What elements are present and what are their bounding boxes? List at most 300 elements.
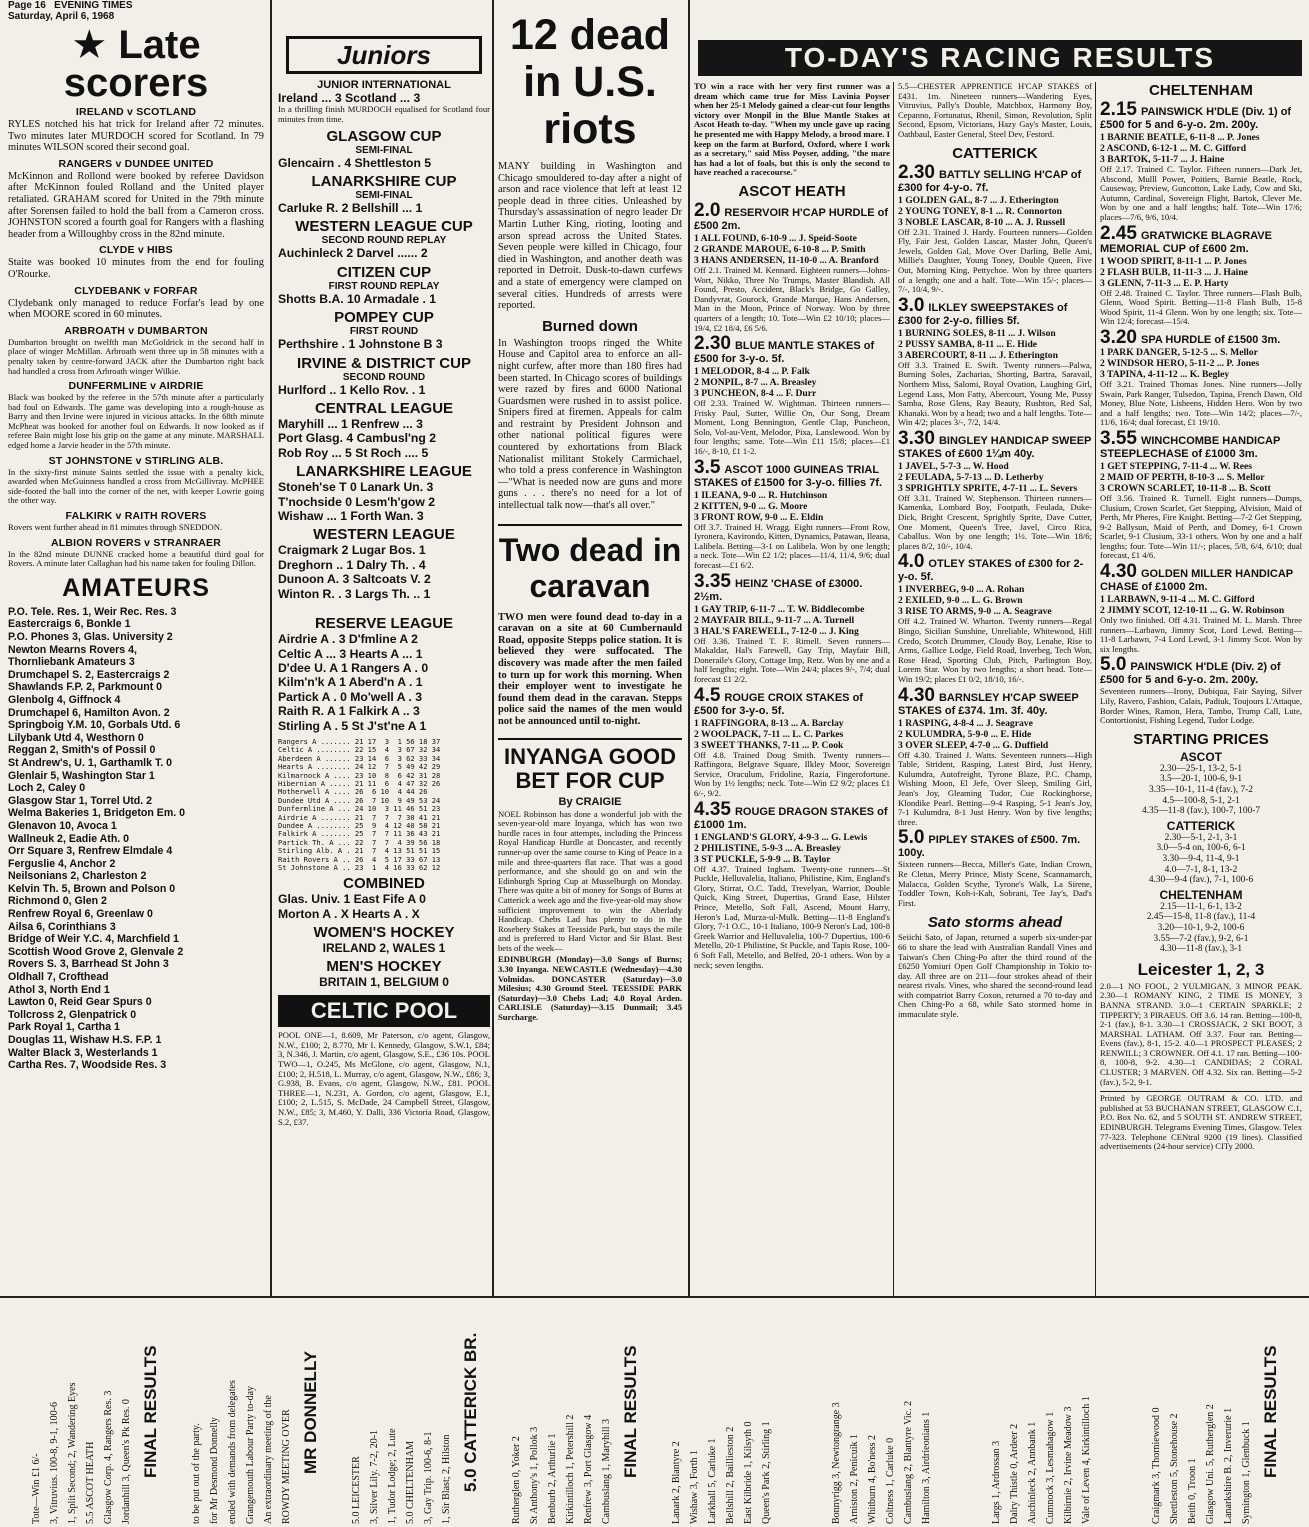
race-details: Off 3.21. Trained Thomas Jones. Nine runners—Jolly Swain, Park Ranger, Tulsedon, Tapina, French Dawn, Old Money, Blue Note, Lisheens, Hidden Hero. Won by two and a half lengths; two. Tote—Win 14/2; places—7/-, 11/6, 16/4; dual forecast, £1 19/10. — [1100, 378, 1302, 428]
mens-hockey-heading: MEN'S HOCKEY — [326, 958, 442, 976]
race-details: Off 3.36. Trained T. F. Rimell. Seven runners—Makaldar, Hal's Farewell, Gay Trip, Mayfair Bill, Doneraile's Glory, Cottage Imp, Retz. Won by one and a half lengths; eight. Tote—Win 24/4; places 9/-, 7/4; dual forecast £1 2/2. — [694, 635, 890, 684]
amateur-result: Thornliebank Amateurs 3 — [8, 656, 135, 669]
cup-result: Auchinleck 2 Darvel ...... 2 — [278, 246, 428, 261]
race-placing: 3 SPRIGHTLY SPRITE, 4-7-11 ... L. Severs — [898, 482, 1078, 494]
race-name: BLUE MANTLE STAKES of £500 for 3-y-o. 5f. — [694, 340, 875, 366]
chester-race: 5.5—CHESTER APPRENTICE H'CAP STAKES of £431. 1m. Nineteen runners—Wandering Eyes, Vitruvius, Pally's Double, Matchbox, Harmony Boy, Cepanno, Fortunatus, Rhenil, Simon, Revolution, Split Second, Epsom, Victorians, Hazy Gay's Master, Louis, Oathbaul, Easter General, Steel Dev, Festord. — [898, 82, 1092, 139]
starting-price: 4.35—11-8 (fav.), 100-7, 100-7 — [1141, 806, 1261, 817]
table-row: Dunfermline A ... 24 10 3 11 46 51 23 — [278, 804, 441, 814]
race-placing: 2 KULUMDRA, 5-9-0 ... E. Hide — [898, 728, 1032, 740]
caravan-headline: Two dead in caravan — [498, 524, 682, 604]
race-placing: 3 BARTOK, 5-11-7 ... J. Haine — [1100, 154, 1225, 165]
race-heading — [898, 551, 1092, 584]
race-time: 5.0 — [1100, 654, 1127, 676]
race-placing: 2 PUSSY SAMBA, 8-11 ... E. Hide — [898, 338, 1038, 350]
race-details: Off 4.30. Trained J. Watts. Seventeen runners—High Table, Strident, Rasping, Latest Bird, Just Henry, Kulumdra, Autofreight, Tyrone Blaze, P.C. Champ, Wishing Moon, El Jefe, Over Sleep, Smiling Girl, Jean's Joy, Gleaming Tudor, Cue Rockinghorse, Klondike Pearl. Betting—9-4 Rasping, 5-1 Jean's Joy, 7-1 Kulumdra, 8-1 Just Henry. Won by five lengths; three. — [898, 749, 1092, 827]
race-name: ILKLEY SWEEPSTAKES of £300 for 2-y-o. fillies 5f. — [898, 301, 1068, 327]
race-details: Off 2.1. Trained M. Kennard. Eighteen runners—Johns-Wort, Nikko, Three No Trumps, Master Blandish. All Found, Presto, Accident, Black's Bridge, Go Galley, Dandyvrat, Gourock, Grande Marque, Hans Andersen, Man in the Moon, Prince of Norway. Won by three quarters of a length; 10. Tote—Win £2 10/10; places—19/4, £2 18/4, £6 5/6. — [694, 264, 890, 333]
combined-result: Morton A . X Hearts A . X — [278, 906, 420, 921]
match-heading: CLYDE v HIBS — [99, 244, 173, 257]
stop-press-line: ended with demands from delegates — [227, 1380, 238, 1524]
stop-press-line: ROWDY MEETING OVER — [281, 1409, 292, 1524]
stop-press-line: Lanark 2, Blantyre 2 — [671, 1441, 682, 1524]
race-name: BARNSLEY H'CAP SWEEP STAKES of £374. 1m. 3f. 40y. — [898, 691, 1079, 717]
race-placing: 2 WOOLPACK, 7-11 ... L. C. Parkes — [694, 728, 844, 740]
race-time: 3.0 — [898, 294, 925, 316]
catterick-races — [898, 161, 1092, 909]
cheltenham-races — [1100, 99, 1302, 726]
race-time: 2.0 — [694, 199, 721, 221]
inyanga-best-bets: EDINBURGH (Monday)—3.0 Songs of Burns; 3.30 Inyanga. NEWCASTLE (Wednesday)—4.30 Volmidas. DONCASTER (Saturday)—3.0 Milesius; 4.30 Ground Steel. TEESSIDE PARK (Saturday)—3.0 Chebs Lad; 4.0 Royal Arden. CARLISLE (Saturday)—3.15 Dunmail; 3.45 Surcharge. — [498, 954, 682, 1023]
race-details: Off 2.33. Trained W. Wightman. Thirteen runners—Frisky Paul, Sutter, Willie On, Our Song, Dream Moment, Long Bennington, Gentle Clap, Puncheon, Solo, Vol-au-Vent, Melodor, Pixa, Lanslewood. Won by four lengths; same. Tote—Win £11 15/8; places—£1 16/-, 8-10, £1 1-2. — [694, 398, 890, 457]
race-placing: 2 WINDSOR HERO, 5-11-2 ... P. Jones — [1100, 357, 1260, 369]
cup-heading: CENTRAL LEAGUE — [314, 400, 454, 418]
cup-heading: WESTERN LEAGUE CUP — [295, 218, 473, 236]
match-heading: RANGERS v DUNDEE UNITED — [58, 157, 214, 170]
match-heading: DUNFERMLINE v AIRDRIE — [68, 380, 204, 393]
starting-price: 3.35—10-1, 11-4 (fav.), 7-2 — [1149, 785, 1253, 795]
stop-press-line: Arniston 2, Penicuik 1 — [849, 1434, 860, 1524]
race-placing: 3 SWEET THANKS, 7-11 ... P. Cook — [694, 739, 844, 751]
race-time: 4.5 — [694, 684, 721, 706]
match-report: McKinnon and Rollond were booked by referee Davidson after McKinnon fouled Rolland and the United player retaliated. GRAHAM scored for United in the 79th minute after Sorensen failed to hold the ball from a Cameron cross. JOHNSTON scored a fourth goal for Rangers with a flashing header from a Willoughby cross in the 82nd minute. — [8, 170, 264, 240]
starting-price: 2.30—5-1, 2-1, 3-1 — [1164, 832, 1238, 843]
race-placing: 2 MAYFAIR BILL, 9-11-7 ... A. Turnell — [694, 614, 855, 626]
amateur-result: Glenbolg 4, Giffnock 4 — [8, 693, 121, 706]
race-placing: 3 OVER SLEEP, 4-7-0 ... G. Duffield — [898, 739, 1049, 751]
race-placing: 1 GET STEPPING, 7-11-4 ... W. Rees — [1100, 460, 1253, 472]
race-heading — [898, 161, 1092, 195]
reserve-league-table — [278, 738, 490, 873]
amateur-result: Springboig Y.M. 10, Gorbals Utd. 6 — [8, 719, 181, 732]
leicester-results: 2.0—1 NO FOOL, 2 YULMIGAN, 3 MINOR PEAK. 2.30—1 ROMANY KING, 2 TIME IS MONEY, 3 BANNA STRAND. 3.0—1 CERTAIN SPARKLE; 2 TIPPERTY; 3 PIRAEUS. Off 3.6. 14 ran. Betting—100-8, 2-1 (fav.), 8-1. 3.30—1 CROSSJACK, 2 SKI BOOT, 3 MARSHAL LATHAM. Off 3.37. Four ran. Betting—Evens (fav.), 8-1, 15-2. 4.0—1 PROSPECT PLEASES; 2 RENWILL; 3 CROWNER. Off 4.1. 17 ran. Betting—100-8, 100-8, 9-2. 4.30—1 CANDIDAS; 2 CORAL CLUSTER; 3 MARVEN. Off 4.32. Six ran. Betting—5-2 (fav.), 5-2, 9-1. — [1100, 980, 1302, 1087]
sato-headline: Sato storms ahead — [927, 914, 1063, 932]
race-placing: 2 YOUNG TONEY, 8-1 ... R. Connorton — [898, 205, 1062, 217]
race-name: BATTLY SELLING H'CAP of £300 for 4-y-o. 7f. — [898, 168, 1082, 194]
race-details: Off 2.48. Trained C. Taylor. Three runners—Flash Bulb, Glenn, Wood Spirit. Betting—11-8 Flash Bulb, 15-8 Wood Spirit, 11-4 Glenn. Won by one length; six. Tote—Win 12/4; forecast—15/4. — [1100, 287, 1302, 327]
printer-imprint: Printed by GEORGE OUTRAM & CO. LTD. and published at 53 BUCHANAN STREET, GLASGOW C.1, P.O. Box No. 62, and 5 SOUTH ST. ANDREW STREET, EDINBURGH. Telegrams Evening Times, Glasgow. Telex 77-323. Telephone CENtral 9200 (19 lines). Classified advertisements (24-hour service) CITy 2000. — [1100, 1093, 1302, 1152]
cup-heading: LANARKSHIRE LEAGUE — [296, 463, 472, 481]
stop-press-line: Glasgow Corp. 4, Rangers Res. 3 — [103, 1390, 114, 1524]
table-row: Hearts A ........ 24 12 7 5 49 42 29 — [278, 762, 441, 772]
amateur-result: Eastercraigs 6, Bonkle 1 — [8, 618, 131, 631]
race-heading — [898, 684, 1092, 718]
race-placing: 1 WOOD SPIRIT, 8-11-1 ... P. Jones — [1100, 255, 1247, 267]
stop-press-line: Hamilton 3, Airdrieonians 1 — [921, 1411, 932, 1524]
stop-press-line: Glasgow Uni. 5, Rutherglen 2 — [1205, 1404, 1216, 1524]
amateur-result: St Andrew's, U. 1, Garthamlk T. 0 — [8, 756, 173, 769]
starting-price: 2.45—15-8, 11-8 (fav.), 11-4 — [1146, 912, 1256, 923]
race-name: ROUGE CROIX STAKES of £500 for 3-y-o. 5f. — [694, 691, 863, 717]
inyanga-byline: By CRAIGIE — [558, 795, 622, 808]
cup-round: SEMI-FINAL — [355, 144, 413, 156]
racing-results-banner: TO-DAY'S RACING RESULTS — [698, 40, 1302, 76]
stop-press-line: Jordanhill 3, Queen's Pk Res. 0 — [121, 1399, 132, 1524]
race-time: 5.0 — [898, 827, 925, 849]
stop-press-line: East Kilbride 1, Kilsyth 0 — [743, 1421, 754, 1524]
stop-press-line: Rutherglen 0, Yoker 2 — [511, 1436, 522, 1524]
sp-catterick-list — [1100, 833, 1302, 886]
juniors-column — [278, 0, 490, 1296]
stop-press-line: Grangemouth Labour Party to-day — [245, 1385, 256, 1524]
amateur-result: Glasgow Star 1, Torrel Utd. 2 — [8, 794, 153, 807]
stop-press-line: Bellshill 2, Baillieston 2 — [725, 1426, 736, 1524]
amateur-result: Ailsa 6, Corinthians 3 — [8, 920, 116, 933]
stop-press-line: 3, Silver Lily. 7-2, 20-1 — [369, 1429, 380, 1524]
race-time: 3.35 — [694, 570, 731, 592]
race-heading — [1100, 561, 1302, 594]
stop-press-heading: MR DONNELLY — [301, 1350, 320, 1474]
race-time: 4.0 — [898, 551, 925, 573]
catterick-heading: CATTERICK — [952, 144, 1038, 162]
celtic-pool-results: POOL ONE—1, 8.609, Mr Paterson, c/o agent, Glasgow, N.W., £100; 2, 8.770, Mr I. Kennedy, Glasgow, S.W.1, £84; 3, N.346, J. Martin, c/o agent, Glasgow, S.E., £36 10s. POOL TWO—1, O.245, Ms McGlone, c/o agent, Glasgow, N.1, £100; 2, H.518, L. Murray, c/o agent, Glasgow, N.W., £86; 3, G.938, B. Evans, c/o agent, Glasgow, N.W., £81. POOL THREE—1, N.231, A. Gordon, c/o agent, Glasgow, E.1, £100; 2, L.515, S. McDade, 24 Campbell Street, Glasgow, N.W., £85; 3, M.460, Y. Dalli, 336 Victoria Road, Glasgow, S.2, £37. — [278, 1030, 490, 1127]
cup-result: Craigmark 2 Lugar Bos. 1 — [278, 543, 426, 558]
race-placing: 3 FRONT ROW, 9-0 ... E. Eldin — [694, 511, 824, 523]
amateur-result: Shawlands F.P. 2, Parkmount 0 — [8, 681, 163, 694]
cup-result: T'nochside 0 Lesm'h'gow 2 — [278, 494, 436, 509]
starting-price: 4.30—9-4 (fav.), 7-1, 100-6 — [1148, 875, 1254, 886]
amateur-result: Park Royal 1, Cartha 1 — [8, 1021, 120, 1034]
sp-ascot-heading: ASCOT — [1180, 749, 1222, 764]
table-row: St Johnstone A .. 23 1 4 16 33 62 12 — [278, 863, 441, 873]
race-details: Off 4.8. Trained Doug Smith. Twenty runners—Raffingora, Belgrave Square, Ilkley Moor, Sovereign Service, Oraculum, Fridoline, Razia, Fingerofortune. Won by 1½ lengths; neck. Tote—Win £2 9/2; places £1 6/-, 9/2. — [694, 749, 890, 798]
match-report: Staite was booked 10 minutes from the end for fouling O'Rourke. — [8, 257, 264, 280]
table-row: Hibernian A ..... 21 11 6 4 47 32 26 — [278, 778, 441, 788]
intl-report: In a thrilling finish MURDOCH equalised for Scotland four minutes from time. — [278, 104, 490, 124]
race-time: 3.5 — [694, 456, 721, 478]
reserve-league-results — [278, 632, 490, 733]
race-placing: 3 HANS ANDERSEN, 11-10-0 ... A. Branford — [694, 254, 879, 266]
race-time: 3.30 — [898, 427, 935, 449]
table-row: Motherwell A .... 26 6 10 4 44 26 — [278, 787, 428, 797]
issue-date: Saturday, April 6, 1968 — [8, 11, 115, 22]
race-time: 3.55 — [1100, 427, 1137, 449]
amateur-result: Walter Black 3, Westerlands 1 — [8, 1046, 158, 1059]
race-name: BINGLEY HANDICAP SWEEP STAKES of £600 1¼m 40y. — [898, 434, 1092, 460]
amateur-result: Tollcross 2, Glenpatrick 0 — [8, 1008, 137, 1021]
inyanga-headline: INYANGA GOOD BET FOR CUP — [498, 738, 682, 793]
match-heading: FALKIRK v RAITH ROVERS — [65, 510, 207, 523]
cup-heading: CITIZEN CUP — [336, 263, 432, 281]
race-placing: 1 BURNING SOLES, 8-11 ... J. Wilson — [898, 327, 1056, 339]
mens-hockey-result: BRITAIN 1, BELGIUM 0 — [319, 975, 449, 990]
amateurs-heading: AMATEURS — [62, 573, 210, 602]
junior-cup-results — [278, 128, 490, 602]
race-heading — [898, 294, 1092, 328]
table-row: Kilmarnock A .... 23 10 8 6 42 31 28 — [278, 770, 441, 780]
amateur-result: Cartha Res. 7, Woodside Res. 3 — [8, 1059, 167, 1072]
stop-press-line: Benburb 2, Arthurlie 1 — [547, 1433, 558, 1524]
sp-ascot-list — [1100, 764, 1302, 817]
stop-press-heading: FINAL RESULTS — [1261, 1345, 1280, 1479]
race-placing: 1 LARBAWN, 9-11-4 ... M. C. Gifford — [1100, 594, 1255, 606]
starting-price: 2.15—11-1, 6-1, 13-2 — [1160, 901, 1242, 912]
reserve-result: Kilm'n'k A 1 Aberd'n A . 1 — [278, 675, 423, 690]
race-details: Off 2.31. Trained J. Hardy. Fourteen runners—Golden Fly, Fair Jest, Golden Lascar, Master John, Queen's Jewels, Golden Gal, Move Over Darling, Belle Ami, Millie's Daughter, Young Toney, Double Queen, Five Out, Morning King, Pettychoe. Won by three quarters of a length; one and a half. Tote—Win 15/-; places—7/-, 10/4, 9/-. — [898, 226, 1092, 295]
column-rule — [688, 0, 690, 1296]
table-row: Dundee A ........ 25 9 4 12 40 58 21 — [278, 821, 441, 830]
late-scorers-column — [8, 0, 264, 1296]
race-name: PAINSWICK H'DLE (Div. 1) of £500 for 5 and 6-y-o. 2m. 200y. — [1100, 106, 1292, 131]
stop-press-line: Bonnyrigg 3, Newtongrange 3 — [831, 1402, 842, 1524]
match-report: Dumbarton brought on twelfth man McGoldrick in the second half in place of winger McMillan. Arbroath went three up in 58 minutes with a penalty taken by centre-forward JACK after the Dumbarton right back had handled a cross from Arbroath winger Wilkie. — [8, 336, 264, 376]
race-heading — [898, 427, 1092, 461]
match-report: Rovers went further ahead in 81 minutes through SNEDDON. — [8, 522, 223, 533]
stop-press-heading: 5.0 CATTERICK BR. — [461, 1332, 480, 1492]
reserve-league-heading: RESERVE LEAGUE — [314, 615, 454, 633]
race-name: PAINSWICK H'DLE (Div. 2) of £500 for 5 and 6-y-o. 2m. 200y. — [1100, 661, 1281, 687]
race-time: 4.35 — [694, 798, 731, 820]
table-row: Rangers A ....... 21 17 3 1 56 18 37 — [278, 736, 441, 746]
race-placing: 2 KITTEN, 9-0 ... G. Moore — [694, 500, 808, 512]
race-details: Off 3.3. Trained E. Swift. Twenty runners—Palwa, Burning Soles, Zacharias, Shorting, Bartra, Saravail, Northern Miss, Salomi, Royal Ovation, Laughing Girl, Legend Lass, Mon Fatty, Abercourt, Young Me, Pussy Samba, Rose Glens, Ray Beauty, Rushton, Red Sal, Khanaki. Won by a head; two and a half lengths. Tote—Win 4/2; places 3/-, 7/2, 14/4. — [898, 359, 1092, 428]
cup-heading: GLASGOW CUP — [326, 127, 442, 145]
race-time: 2.15 — [1100, 99, 1137, 120]
starting-price: 3.30—9-4, 11-4, 9-1 — [1162, 853, 1240, 864]
race-heading — [694, 333, 890, 366]
amateur-result: P.O. Phones 3, Glas. University 2 — [8, 631, 173, 643]
masthead — [8, 0, 264, 22]
starting-price: 4.30—11-8 (fav.), 3-1 — [1159, 944, 1243, 955]
stop-press-line: Auchinleck 2, Annbank 1 — [1027, 1421, 1038, 1524]
race-heading — [1100, 222, 1302, 256]
match-report: Clydebank only managed to reduce Forfar's lead by one when MOORE scored in 60 minutes. — [8, 297, 264, 321]
race-placing: 2 EXILED, 9-0 ... L. G. Brown — [898, 595, 1023, 607]
race-placing: 2 MONPIL, 8-7 ... A. Breasley — [694, 377, 817, 389]
title-line-2: scorers — [63, 61, 209, 105]
race-heading — [694, 456, 890, 490]
amateur-result: Neilsonians 2, Charleston 2 — [8, 870, 147, 883]
race-details: Off 3.56. Trained R. Turnell. Eight runners—Dumps, Clusium, Crown Scarlet, Get Stepping, Alvision, Maid of Perth, Mr Pheres, Fire Knight. Betting—7-2 Get Stepping, 9-2 Ballysun, Maid of Perth, and Domey, 6-1 Crown Scarlet, 9-1 Clusium, 33-1 others. Won by one and a half lengths; four. Tote—Win 11/-; places, 5/8, 6/4, 6/10; dual forecast, £1 4/6. — [1100, 492, 1302, 561]
race-placing: 3 HAL'S FAREWELL, 7-12-0 ... J. King — [694, 625, 859, 637]
intl-heading: JUNIOR INTERNATIONAL — [317, 79, 451, 91]
combined-heading: COMBINED — [343, 875, 425, 893]
womens-hockey-heading: WOMEN'S HOCKEY — [313, 924, 455, 942]
race-placing: 1 MELODOR, 8-4 ... P. Falk — [694, 366, 810, 378]
news-column — [498, 0, 682, 1296]
match-report: Black was booked by the referee in the 57th minute after a particularly bad foul on Edwards. The game was developing into a rough-house as Barry and then Irvine were injured in vicious attacks. In the 68th minute McPheat was booked for another foul on Edwards. It now looked as if referee Bain might lose his grip on the game at any minute. MARSHALL edged home a Jarvie header in the 57th minute. — [8, 392, 264, 451]
race-details: Off 3.31. Trained W. Stephenson. Thirteen runners—Kamenka, Lombard Boy, Footpath, Feulada, Duke-Dick, Bright Crescent, Sprightly Sprite, Dave Cutter, One Moment, Queen's Tree, Javel, Circo Rica, Caballus. Won by one length; 1½. Tote—Win 18/6; places 8/2, 10/-, 10/4. — [898, 492, 1092, 551]
race-heading — [1100, 326, 1302, 348]
race-placing: 1 ILEANA, 9-0 ... R. Hutchinson — [694, 489, 828, 501]
stop-press-line: Dalry Thistle 0, Ardeer 2 — [1009, 1423, 1020, 1524]
celtic-pool-title: CELTIC POOL — [278, 995, 490, 1027]
riots-headline: 12 dead in U.S. riots — [509, 11, 671, 153]
stop-press-line: for Mr Desmond Donnelly — [209, 1417, 220, 1524]
paper-name: EVENING TIMES — [54, 0, 133, 11]
race-time: 4.30 — [898, 684, 935, 706]
cup-result: Dunoon A. 3 Saltcoats V. 2 — [278, 572, 431, 587]
stop-press-line: 1, Sir Blast; 2, Hilston — [441, 1434, 452, 1524]
caravan-story: TWO men were found dead to-day in a caravan on a site at 60 Cumbernauld Road, opposite Stepps police station. It is believed they were suffocated. The discovery was made after the men failed to turn up for work this morning. When their employer went to investigate he found them dead in the caravan. Stepps police said the names of the men would not be announced until to-night. — [498, 611, 682, 727]
amateur-result: Rovers S. 3, Barrhead St John 3 — [8, 958, 169, 971]
race-placing: 3 RISE TO ARMS, 9-0 ... A. Seagrave — [898, 606, 1052, 618]
match-heading: IRELAND v SCOTLAND — [75, 106, 197, 118]
starting-price: 2.30—25-1, 13-2, 5-1 — [1159, 763, 1243, 774]
cup-result: Dreghorn .. 1 Dalry Th. . 4 — [278, 557, 426, 572]
amateur-result: Renfrew Royal 6, Greenlaw 0 — [8, 908, 153, 921]
combined-results — [278, 892, 490, 921]
amateurs-results — [8, 606, 264, 1072]
reserve-result: D'dee U. A 1 Rangers A . 0 — [278, 660, 429, 675]
race-placing: 1 INVERBEG, 9-0 ... A. Rohan — [898, 584, 1025, 596]
column-rule — [492, 0, 494, 1296]
race-placing: 1 JAVEL, 5-7-3 ... W. Hood — [898, 460, 1009, 472]
race-name: OTLEY STAKES of £300 for 2-y-o. 5f. — [898, 558, 1084, 584]
race-time: 2.30 — [898, 161, 935, 183]
cheltenham-column — [1100, 82, 1302, 1296]
race-name: ROUGE DRAGON STAKES of £1000 1m. — [694, 805, 888, 831]
race-placing: 1 PARK DANGER, 5-12-5 ... S. Mellor — [1100, 346, 1258, 358]
intl-score: Ireland ... 3 Scotland ... 3 — [278, 91, 421, 105]
stop-press-line: 5.0 CHELTENHAM — [405, 1441, 416, 1524]
stop-press-line: Queen's Park 2, Stirling 1 — [761, 1421, 772, 1524]
racing-intro: TO win a race with her very first runner was a dream which came true for Miss Lavinia Poyser when her 25-1 Melody gained a clear-cut four lengths victory over Monpil in the Blue Mantle Stakes at Ascot Heath to-day. "When my uncle gave up racing he presented me with Happy Melody, a brood mare. I keep on the farm at Burford, Oxford, where I work as a secretary," said Miss Poyser, adding, "the mare has had a lot of foals, but this is only the second to have reached a racecourse." — [694, 82, 890, 178]
amateur-result: P.O. Tele. Res. 1, Weir Rec. Res. 3 — [8, 605, 177, 618]
stop-press-line: 5.0 LEICESTER — [351, 1456, 362, 1524]
amateur-result: Richmond 0, Glen 2 — [8, 895, 107, 908]
race-details: Off 2.17. Trained C. Taylor. Fifteen runners—Dark Jet, Abscond, Mulll Power, Poitiers, Barnie Beatle, Rock, Causeway, Preview, Guncotton, Lake Lady, Cow and Ski, Autumn, Cardinal, Sovereign Flight, Bartok, Clever Me. Won by one and a half lengths; half. Tote—Win 17/6; places—7/6, 9/6, 10/4. — [1100, 164, 1302, 222]
amateur-result: Orr Square 3, Renfrew Elmdale 4 — [8, 845, 173, 858]
stop-press-heading: FINAL RESULTS — [621, 1345, 640, 1479]
title-line-1: ★ Late — [71, 23, 201, 67]
cup-result: Stoneh'se T 0 Lanark Un. 3 — [278, 480, 434, 495]
amateur-result: Newton Mearns Rovers 4, — [8, 643, 137, 656]
race-details: Sixteen runners—Becca, Miller's Gate, Indian Crown, Re Cletus, Merry Prince, Misty Scene, Scannamarch, Malacca, Golden Scythe, Tyrone's Walk, La Sirene, Toddler Town, Koh-i-Kah, Sobrani, Tee Jay's, Dad's First. — [898, 859, 1092, 908]
ascot-column — [694, 82, 890, 1296]
table-row: Raith Rovers A .. 26 4 5 17 33 67 13 — [278, 854, 441, 864]
amateur-result: Kelvin Th. 5, Brown and Polson 0 — [8, 882, 176, 895]
sp-cheltenham-heading: CHELTENHAM — [1159, 887, 1243, 902]
table-row: Stirling Alb. A . 21 7 4 13 51 51 15 — [278, 846, 441, 856]
cup-round: SECOND ROUND REPLAY — [321, 235, 447, 247]
race-time: 2.45 — [1100, 222, 1137, 244]
sp-cheltenham-list — [1100, 902, 1302, 955]
starting-price: 4.5—100-8, 5-1, 2-1 — [1162, 795, 1240, 806]
stop-press-line: Kilbirnie 2, Irvine Meadow 3 — [1063, 1406, 1074, 1524]
race-placing: 3 GLENN, 7-11-3 ... E. P. Harty — [1100, 277, 1229, 289]
burned-subhead: Burned down — [542, 317, 638, 335]
amateur-result: Douglas 11, Wishaw H.S. F.P. 1 — [8, 1034, 162, 1046]
race-placing: 3 CROWN SCARLET, 10-11-8 ... B. Scott — [1100, 482, 1271, 494]
race-details: Seventeen runners—Irony, Dubiqua, Fair Saying, Silver Lily, Ravero, Fashion, Calais, Padiuk, Toujours L'Attaque, Border Wines, Ramon, Hera, Tambo, Trump Call, Lute, Contortionist, Fishing Legend, Tudor Lodge. — [1100, 686, 1302, 726]
cup-result: Glencairn . 4 Shettleston 5 — [278, 155, 432, 170]
cup-round: SEMI-FINAL — [355, 190, 413, 201]
race-name: GRATWICKE BLAGRAVE MEMORIAL CUP of £600 2m. — [1100, 229, 1272, 255]
starting-price: 4.0—7-1, 8-1, 13-2 — [1164, 864, 1238, 875]
stop-press-line: 3, Gay Trip. 100-6, 8-1 — [423, 1431, 434, 1524]
stop-press-line: Beith 0, Troon 1 — [1187, 1458, 1198, 1524]
table-row: Falkirk A ....... 25 7 7 11 36 43 21 — [278, 829, 441, 839]
race-placing: 2 FLASH BULB, 11-11-3 ... J. Haine — [1100, 266, 1248, 278]
race-placing: 3 PUNCHEON, 8-4 ... F. Durr — [694, 388, 817, 400]
race-placing: 2 GRANDE MAROUE, 6-10-8 ... P. Smith — [694, 243, 866, 255]
match-heading: CLYDEBANK v FORFAR — [74, 284, 198, 297]
reserve-result: Stirling A . 5 St J'st'ne A 1 — [278, 718, 427, 733]
match-heading: ST JOHNSTONE v STIRLING ALB. — [48, 454, 224, 467]
cup-round: FIRST ROUND REPLAY — [328, 280, 440, 292]
race-placing: 1 ALL FOUND, 6-10-9 ... J. Speid-Soote — [694, 232, 857, 244]
race-heading — [694, 798, 890, 832]
amateur-result: Welma Bakeries 1, Bridgeton Em. 0 — [8, 807, 186, 820]
leicester-heading: Leicester 1, 2, 3 — [1137, 959, 1265, 979]
stop-press-line: Tote—Win £1 6/- — [31, 1453, 42, 1524]
stop-press-line: Vale of Leven 4, Kirkintilloch 1 — [1081, 1396, 1092, 1524]
stop-press-line: Largs 1, Ardrossan 3 — [991, 1440, 1002, 1524]
race-placing: 1 ENGLAND'S GLORY, 4-9-3 ... G. Lewis — [694, 831, 868, 843]
stop-press-heading: FINAL RESULTS — [141, 1345, 160, 1479]
stop-press-line: Whitburn 4, Bo'ness 2 — [867, 1434, 878, 1524]
stop-press-line: Larkhall 5, Carluke 1 — [707, 1438, 718, 1524]
cup-result: Perthshire . 1 Johnstone B 3 — [278, 337, 443, 352]
race-name: SPA HURDLE of £1500 3m. — [1140, 333, 1281, 346]
race-name: PIPLEY STAKES of £500. 7m. 100y. — [898, 834, 1081, 860]
stop-press-line: 3, Vitruvius. 100-8, 9-1, 100-6 — [49, 1402, 60, 1524]
cup-heading: LANARKSHIRE CUP — [311, 173, 457, 190]
race-placing: 2 PHILISTINE, 5-9-3 ... A. Breasley — [694, 842, 841, 854]
race-time: 3.20 — [1100, 326, 1137, 348]
reserve-result: Airdrie A . 3 D'fmline A 2 — [278, 632, 418, 647]
table-row: Dundee Utd A .... 26 7 10 9 49 53 24 — [278, 795, 441, 805]
amateur-result: Ferguslie 4, Anchor 2 — [8, 857, 116, 870]
cup-result: Winton R. . 3 Largs Th. .. 1 — [278, 586, 431, 601]
stop-press-line: Renfrew 3, Port Glasgow 4 — [583, 1414, 594, 1524]
match-heading: ALBION ROVERS v STRANRAER — [50, 536, 222, 549]
race-placing: 2 FEULADA, 5-7-13 ... D. Letherby — [898, 471, 1044, 483]
riots-story: MANY building in Washington and Chicago smouldered to-day after a night of arson and race violence that left at least 12 people dead in three cities. Unleashed by Thursday's assassination of negro leader Dr Martin Luther King, rioting, looting and arson spread across the United States. Seven people were killed in Chicago, four died in Washington, and another death was reported in Detroit. Dusk-to-dawn curfews and a state of emergency were clamped on several cities. Hundreds of arrests were reported. — [498, 161, 682, 312]
cup-result: Maryhill ... 1 Renfrew ... 3 — [278, 417, 423, 432]
race-heading — [694, 199, 890, 233]
amateur-result: Bridge of Weir Y.C. 4, Marchfield 1 — [8, 933, 179, 946]
amateur-result: Scottish Wood Grove 2, Glenvale 2 — [8, 945, 184, 958]
table-row: Celtic A ........ 22 15 4 3 67 32 34 — [278, 745, 441, 755]
race-name: GOLDEN MILLER HANDICAP CHASE of £1000 2m. — [1100, 568, 1293, 594]
stop-press-line: 5.5 ASCOT HEATH — [85, 1441, 96, 1524]
combined-result: Glas. Univ. 1 East Fife A 0 — [278, 892, 426, 907]
cheltenham-heading: CHELTENHAM — [1149, 82, 1253, 99]
race-name: ASCOT 1000 GUINEAS TRIAL STAKES of £1500 for 3-y-o. fillies 7f. — [694, 463, 883, 489]
stop-press-line: Cambuslang 1, Maryhill 3 — [601, 1419, 612, 1524]
cup-heading: IRVINE & DISTRICT CUP — [297, 354, 471, 372]
stop-press-line: An extraordinary meeting of the — [263, 1395, 274, 1524]
race-placing: 2 ASCOND, 6-12-1 ... M. C. Gifford — [1100, 143, 1247, 154]
amateur-result: Oldhall 7, Crofthead — [8, 971, 109, 984]
cup-result: Wishaw ... 1 Forth Wan. 3 — [278, 509, 424, 524]
amateur-result: Athol 3, North End 1 — [8, 983, 110, 996]
race-heading — [694, 570, 890, 604]
race-placing: 1 RAFFINGORA, 8-13 ... A. Barclay — [694, 717, 844, 729]
sato-story: Seiichi Sato, of Japan, returned a superb six-under-par 66 to share the lead with Australian Randall Vines and Taiwan's Chen Ching-Po after the third round of the £6250 Yomiuri Open Golf Championship in Tokio to-day. All three are on 211—four strokes ahead of their nearest rivals. Vines, who shared the second-round lead with compatriot Barry Coxon, returned a 70 to-day and Chen Ching-Po a 68, while Sato stormed home in immaculate style. — [898, 932, 1092, 1020]
race-placing: 3 ABERCOURT, 8-11 ... J. Etherington — [898, 349, 1058, 361]
stop-press-line: 1, Split Second; 2, Wandering Eyes — [67, 1382, 78, 1524]
ascot-heading: ASCOT HEATH — [738, 182, 846, 200]
race-heading — [1100, 99, 1302, 132]
womens-hockey-result: IRELAND 2, WALES 1 — [322, 941, 446, 956]
starting-price: 3.55—7-2 (fav.), 9-2, 6-1 — [1153, 933, 1249, 944]
stop-press-line: Wishaw 3, Forth 1 — [689, 1449, 700, 1524]
reserve-result: Celtic A ... 3 Hearts A ... 1 — [278, 646, 423, 661]
match-heading: ARBROATH v DUMBARTON — [64, 324, 208, 337]
match-report: RYLES notched his hat trick for Ireland after 72 minutes. Two minutes later MURDOCH scored for Scotland. In 79 minutes WILSON scored their second goal. — [8, 119, 264, 154]
starting-price: 3.5—20-1, 100-6, 9-1 — [1159, 774, 1243, 785]
starting-price: 3.20—10-1, 9-2, 100-6 — [1157, 922, 1245, 933]
sp-catterick-heading: CATTERICK — [1166, 818, 1236, 833]
stop-press-line: Lanarkshire B. 2, Inverurie 1 — [1223, 1407, 1234, 1524]
amateur-result: Drumchapel 6, Hamilton Avon. 2 — [8, 706, 170, 719]
page-number: Page 16 — [8, 0, 46, 11]
column-rule — [270, 0, 272, 1296]
reserve-result: Raith R. A 1 Falkirk A .. 3 — [278, 704, 420, 719]
